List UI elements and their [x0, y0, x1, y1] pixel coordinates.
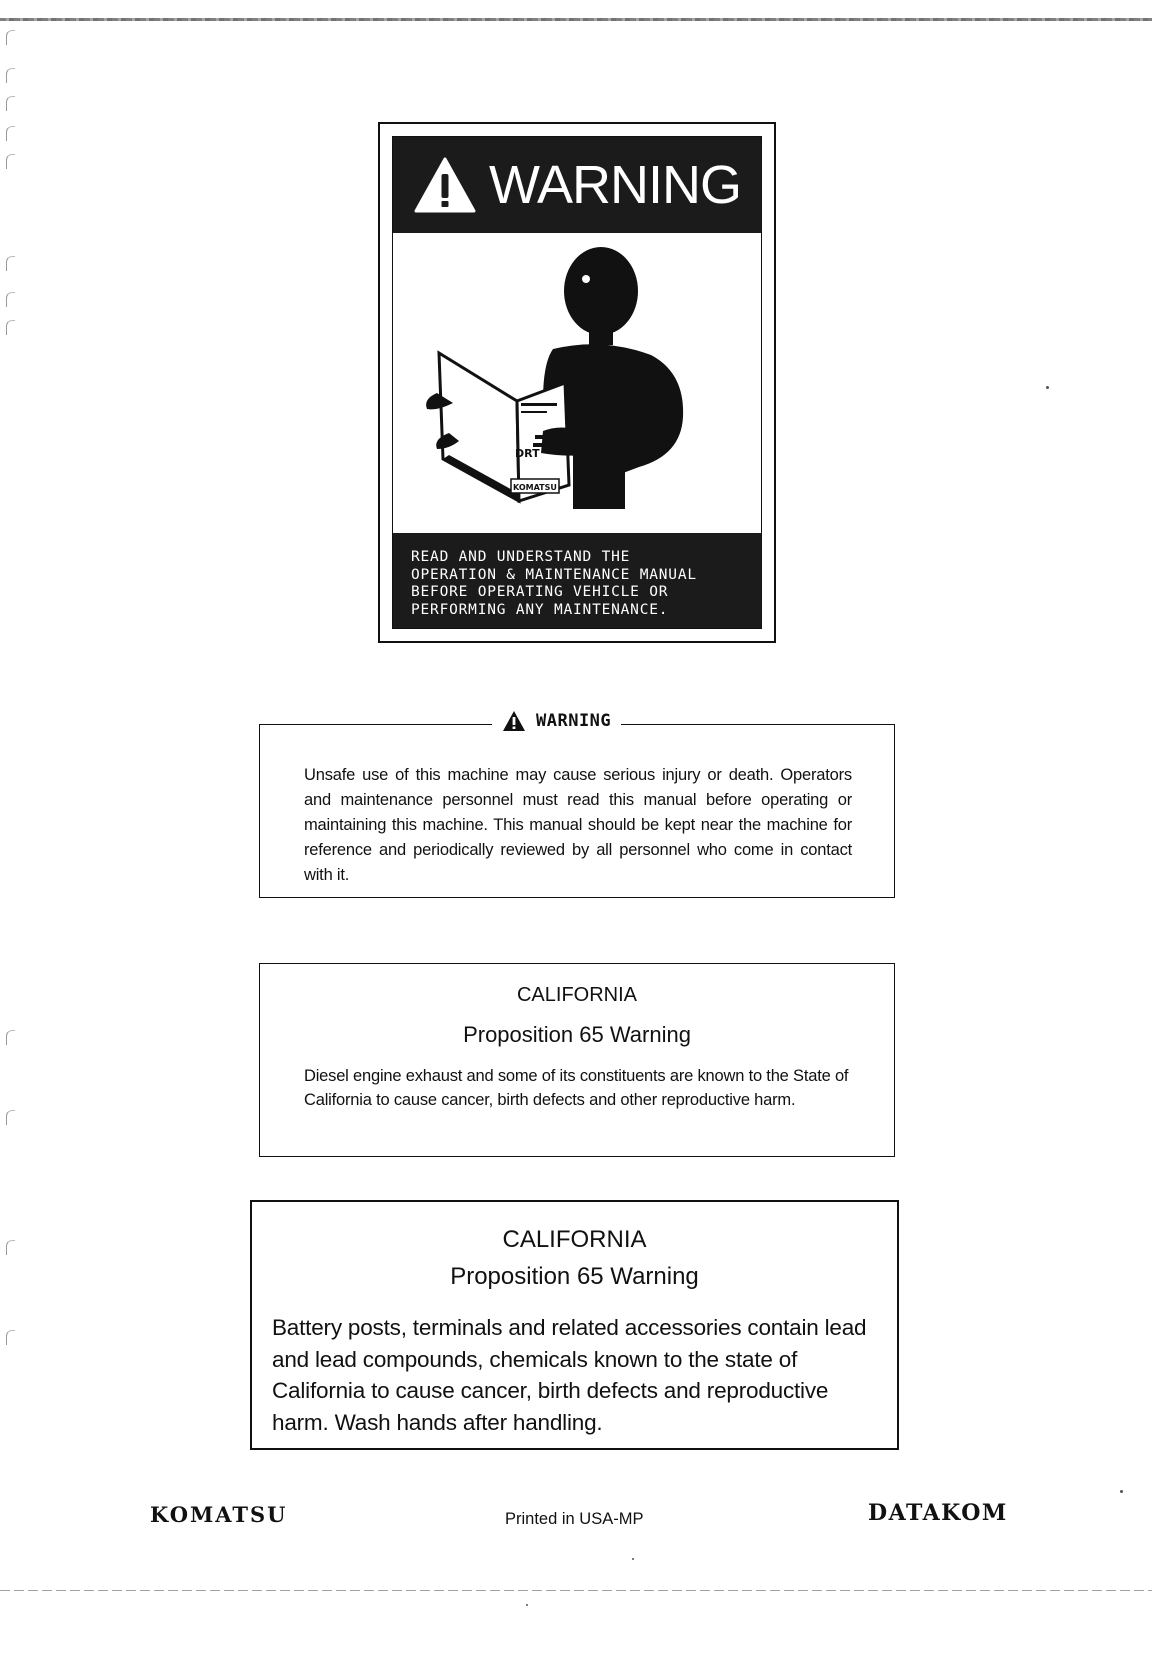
decal-message — [393, 533, 761, 628]
manual-cover-brand: KOMATSU — [513, 483, 557, 492]
scan-edge-marks — [6, 30, 26, 1580]
manual-cover-logo: DRT — [515, 447, 540, 460]
scan-border-top — [0, 18, 1152, 21]
decal-frame — [392, 136, 762, 629]
scan-speck — [1046, 386, 1049, 389]
scan-speck — [1120, 1490, 1123, 1493]
decal-message-line: OPERATION & MAINTENANCE MANUAL — [411, 566, 697, 583]
decal-message-line: READ AND UNDERSTAND THE — [411, 549, 631, 565]
decal-message-line: BEFORE OPERATING VEHICLE OR — [411, 584, 669, 600]
warning-text: Unsafe use of this machine may cause serious injury or death. Operators and maintenance personnel must read this manual before operating or maintaining this machine. This manual should be kept near the machine for reference and periodically reviewed by all personnel who come in contact with it. — [304, 766, 852, 884]
warning-label: WARNING — [536, 711, 612, 731]
prop65-battery-box — [250, 1200, 899, 1450]
warning-triangle-icon — [502, 710, 526, 732]
prop65-heading: CALIFORNIA — [502, 1226, 647, 1253]
prop65-diesel-box — [259, 963, 895, 1157]
scan-speck — [526, 1604, 528, 1606]
scan-border-bottom — [0, 1590, 1152, 1591]
prop65-diesel-text: Diesel engine exhaust and some of its constituents are known to the State of California to cause cancer, birth defects and other reproductive harm. — [304, 1067, 849, 1109]
prop65-battery-text: Battery posts, terminals and related accessories contain lead and lead compounds, chemicals known to the state of California to cause cancer, birth defects and reproductive harm. Wash hands after handling. — [272, 1315, 867, 1435]
prop65-subheading: Proposition 65 Warning — [450, 1263, 699, 1290]
warning-decal — [378, 122, 776, 643]
reader-figure-icon — [393, 233, 765, 533]
decal-message-line: PERFORMING ANY MAINTENANCE. — [411, 601, 669, 618]
prop65-heading: CALIFORNIA — [516, 984, 638, 1006]
decal-header — [393, 137, 761, 233]
warning-notice-box — [259, 711, 895, 898]
komatsu-logo: KOMATSU — [150, 1502, 288, 1527]
decal-illustration — [393, 233, 761, 533]
datakom-logo: DATAKOM — [868, 1500, 1008, 1526]
warning-legend — [492, 710, 621, 732]
warning-triangle-icon — [413, 156, 477, 214]
prop65-subheading: Proposition 65 Warning — [463, 1022, 691, 1047]
scan-speck — [632, 1558, 634, 1560]
printed-in-note: Printed in USA-MP — [505, 1510, 644, 1528]
decal-title: WARNING — [489, 155, 741, 215]
